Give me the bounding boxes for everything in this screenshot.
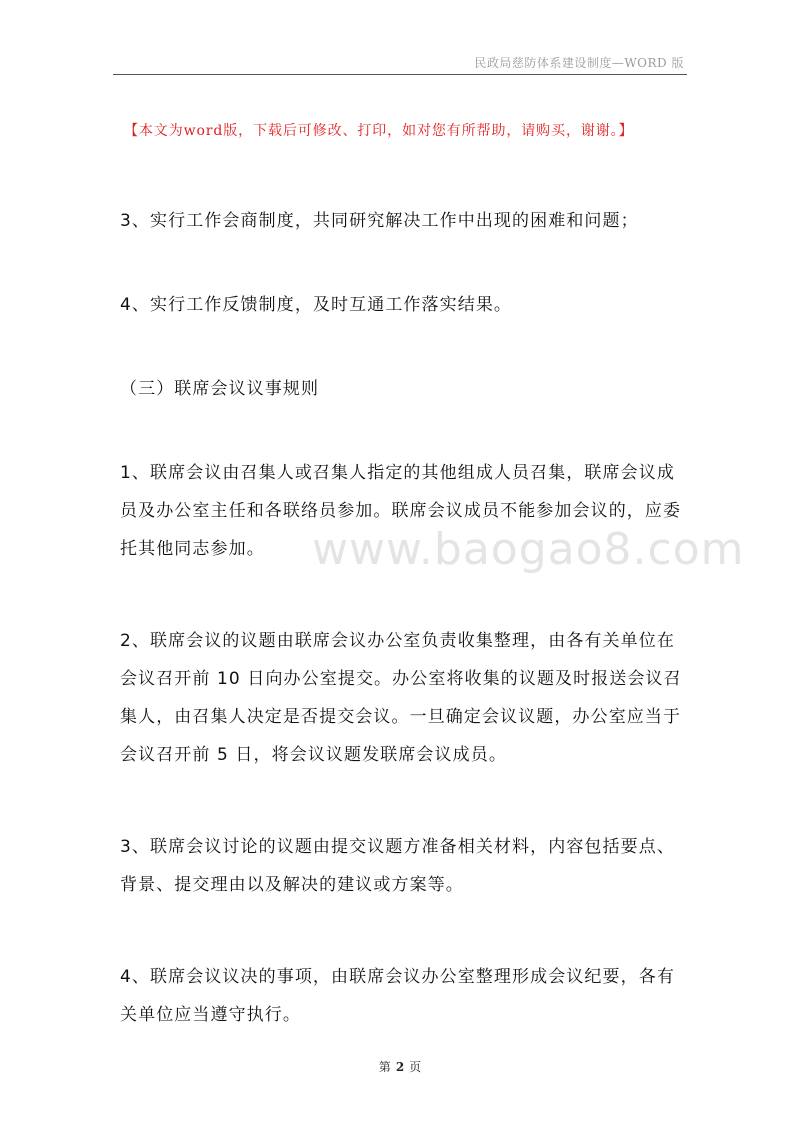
watermark: www.baogao8.com: [312, 524, 745, 575]
page-number: 2: [395, 1060, 405, 1074]
page-suffix: 页: [409, 1060, 422, 1074]
header-divider: [113, 74, 687, 75]
section-heading: （三）联席会议议事规则: [120, 379, 320, 399]
paragraph-item-4: 4、实行工作反馈制度，及时互通工作落实结果。: [120, 295, 513, 315]
paragraph-item-3: 3、实行工作会商制度，共同研究解决工作中出现的困难和问题；: [120, 211, 639, 231]
rule-item-3: 3、联席会议讨论的议题由提交议题方准备相关材料，内容包括要点、背景、提交理由以及解决的建议或方案等。: [120, 837, 675, 895]
page-footer: [0, 1058, 800, 1075]
rule-item-1: 1、联席会议由召集人或召集人指定的其他组成人员召集，联席会议成员及办公室主任和各联络员参加。联席会议成员不能参加会议的，应委托其他同志参加。: [120, 463, 682, 559]
rule-item-2: 2、联席会议的议题由联席会议办公室负责收集整理，由各有关单位在会议召开前 10 日向办公室提交。办公室将收集的议题及时报送会议召集人，由召集人决定是否提交会议。一旦确定会议议题，办公室应当于会议召开前 5 日，将会议议题发联席会议成员。: [120, 631, 682, 765]
document-header-title: 民政局慈防体系建设制度—WORD 版: [474, 56, 684, 70]
rule-item-4: 4、联席会议议决的事项，由联席会议办公室整理形成会议纪要，各有关单位应当遵守执行。: [120, 967, 675, 1025]
page-prefix: 第: [378, 1060, 391, 1074]
purchase-notice: 【本文为word版，下载后可修改、打印，如对您有所帮助，请购买，谢谢。】: [124, 123, 634, 139]
